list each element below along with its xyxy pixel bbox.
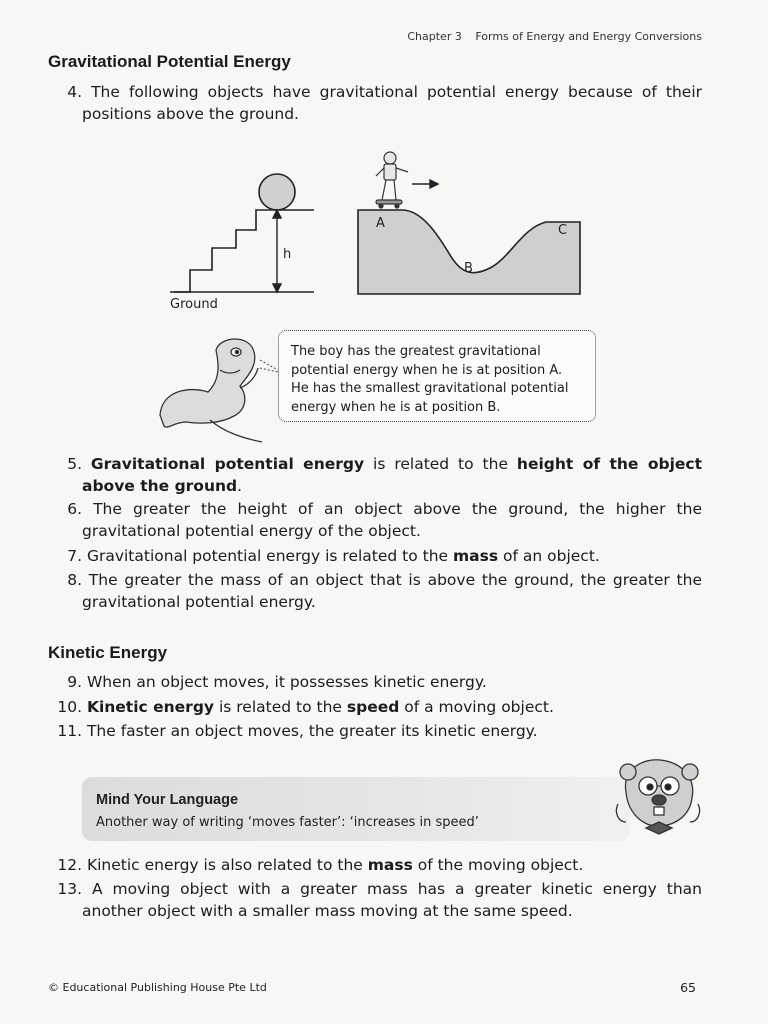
bubble-line-1: The boy has the greatest gravitational bbox=[291, 344, 541, 359]
list-item-5 bbox=[50, 454, 702, 497]
list-item-12 bbox=[50, 855, 702, 877]
item-text: Gravitational potential energy is related to the mass of an object. bbox=[86, 547, 600, 565]
otter-mascot-illustration bbox=[150, 330, 280, 445]
gpe-diagram bbox=[150, 140, 610, 320]
item-text: Gravitational potential energy is related to the height of the object above the ground. bbox=[82, 455, 702, 495]
section-heading-gpe: Gravitational Potential Energy bbox=[48, 52, 291, 71]
position-a-label: A bbox=[376, 216, 385, 231]
running-header bbox=[407, 30, 702, 43]
ground-label: Ground bbox=[170, 297, 218, 312]
motion-arrow bbox=[412, 180, 438, 188]
speech-bubble bbox=[278, 330, 596, 422]
height-label: h bbox=[283, 247, 292, 262]
item-number: 5. bbox=[67, 455, 82, 473]
copyright-footer: © Educational Publishing House Pte Ltd bbox=[48, 981, 267, 994]
item-text: The following objects have gravitational potential energy because of their positions above the ground. bbox=[82, 83, 702, 123]
list-item-11 bbox=[50, 721, 702, 743]
list-item-13 bbox=[50, 879, 702, 922]
item-number: 8. bbox=[67, 571, 82, 589]
item-number: 7. bbox=[67, 547, 82, 565]
list-item-6 bbox=[50, 499, 702, 542]
beaver-mascot-illustration bbox=[612, 752, 704, 844]
position-c-label: C bbox=[558, 223, 568, 238]
item-text: The greater the mass of an object that is above the ground, the greater the gravitational potential energy. bbox=[82, 571, 702, 611]
staircase bbox=[170, 210, 314, 292]
skate-ramp bbox=[358, 210, 580, 294]
item-text: The faster an object moves, the greater its kinetic energy. bbox=[86, 722, 538, 740]
item-number: 6. bbox=[67, 500, 82, 518]
item-number: 10. bbox=[57, 698, 82, 716]
skateboard-boy-illustration bbox=[376, 152, 408, 208]
item-text: Kinetic energy is also related to the mass of the moving object. bbox=[86, 856, 584, 874]
item-text: The greater the height of an object above the ground, the higher the gravitational potential energy of the object. bbox=[82, 500, 702, 540]
item-number: 12. bbox=[57, 856, 82, 874]
list-item-7 bbox=[50, 546, 702, 568]
bubble-line-4: energy when he is at position B. bbox=[291, 399, 501, 415]
bubble-line-2: potential energy when he is at position A. bbox=[291, 362, 563, 378]
list-item-10 bbox=[50, 697, 702, 719]
list-item-4 bbox=[50, 82, 702, 125]
mind-your-language-box bbox=[82, 777, 630, 841]
item-text: When an object moves, it possesses kinetic energy. bbox=[86, 673, 487, 691]
item-text: Kinetic energy is related to the speed of a moving object. bbox=[86, 698, 554, 716]
item-number: 13. bbox=[57, 880, 82, 898]
section-heading-kinetic: Kinetic Energy bbox=[48, 643, 168, 662]
ball-shape bbox=[259, 174, 295, 210]
item-number: 9. bbox=[67, 673, 82, 691]
bubble-line-3: He has the smallest gravitational potential bbox=[291, 381, 569, 396]
item-text: A moving object with a greater mass has a greater kinetic energy than another object with a smaller mass moving at the same speed. bbox=[82, 880, 702, 920]
item-number: 4. bbox=[67, 83, 82, 101]
chapter-title: Forms of Energy and Energy Conversions bbox=[475, 30, 702, 43]
list-item-8 bbox=[50, 570, 702, 613]
list-item-9 bbox=[50, 672, 702, 694]
position-b-label: B bbox=[464, 261, 473, 276]
item-number: 11. bbox=[57, 722, 82, 740]
page-number: 65 bbox=[680, 980, 696, 995]
mind-your-language-text: Another way of writing ‘moves faster’: ‘increases in speed’ bbox=[96, 815, 479, 830]
mind-your-language-title: Mind Your Language bbox=[96, 792, 239, 808]
height-arrow bbox=[273, 210, 281, 292]
chapter-number: Chapter 3 bbox=[407, 30, 462, 43]
